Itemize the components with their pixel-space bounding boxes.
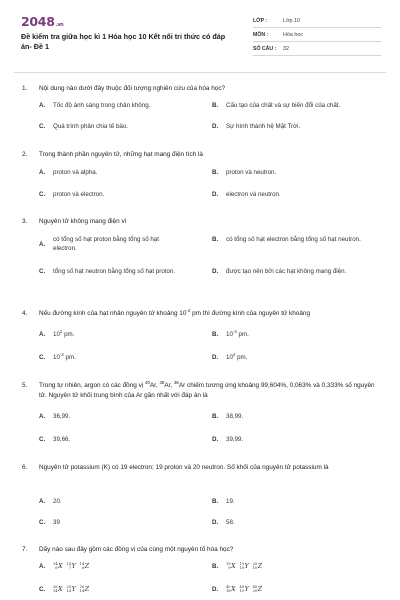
option-a[interactable]: A. 20.	[39, 498, 62, 505]
meta-value: 32	[283, 45, 289, 52]
option-a[interactable]: A. Tốc độ ánh sáng trong chân không.	[39, 102, 151, 109]
isotope-list	[53, 585, 183, 594]
option-c[interactable]: C. 39	[39, 519, 60, 526]
isotope-symbol: 19 9X	[226, 561, 236, 570]
option-b[interactable]: B. có tổng số hạt electron bằng tổng số hạt neutron.	[212, 236, 361, 243]
page-header	[0, 0, 400, 72]
question-stem: 3. Nguyên tử không mang điện vì	[22, 218, 127, 225]
header-divider	[14, 72, 386, 73]
option-d[interactable]: D. electron và neutron.	[212, 191, 281, 198]
question-stem: 5. Trong tự nhiên, argon có các đồng vị $^{40}$Ar, $^{38}$Ar, $^{36}$Ar chiếm tương ứng khoảng 99,604%, 0,063% và 0,333% số nguyên tử. Nguyên tử khối trung bình của Ar gần nhất với đáp án là	[22, 379, 375, 399]
question-stem: 7. Dãy nào sau đây gồm các đồng vị của cùng một nguyên tố hóa học?	[22, 546, 234, 553]
question-6	[22, 463, 382, 526]
option-d[interactable]: D. 58.	[212, 519, 235, 526]
isotope-symbol: 40 18X	[226, 584, 236, 593]
question-3	[22, 217, 382, 275]
question-stem: 2. Trong thành phần nguyên tử, những hạt mang điện tích là	[22, 151, 203, 158]
isotope-symbol: 14 6X	[53, 561, 63, 570]
isotope-symbol: 20 10Z	[252, 561, 263, 570]
option-b[interactable]: B. 38,99.	[212, 413, 244, 420]
option-a[interactable]: A. proton và alpha.	[39, 169, 98, 176]
option-a[interactable]: A. $10^2$ pm.	[39, 328, 75, 338]
meta-row-class	[253, 14, 381, 28]
option-d[interactable]: D. được tạo nên bởi các hạt không mang điện.	[212, 268, 347, 275]
site-logo[interactable]: 2048.vn	[21, 14, 64, 29]
option-c[interactable]: C. tổng số hạt neutron bằng tổng số hạt proton.	[39, 268, 176, 275]
isotope-symbol: 40 19Y	[239, 584, 249, 593]
option-a[interactable]: A. có tổng số hạt proton bằng tổng số hạt electron.	[39, 236, 159, 253]
option-d[interactable]: D. Sự hình thành hệ Mặt Trời.	[212, 123, 301, 130]
exam-meta	[253, 14, 381, 56]
question-stem: 6. Nguyên tử potassium (K) có 19 electron; 19 proton và 20 neutron. Số khối của nguyên tử potassium là	[22, 464, 329, 471]
isotope-symbol: 30 14Z	[79, 584, 90, 593]
option-b[interactable]: B. 19 9X 19 10Y 20 10Z	[212, 562, 356, 571]
option-d[interactable]: D. $10^4$ pm.	[212, 351, 248, 361]
page-title: Đề kiểm tra giữa học kì 1 Hóa học 10 Kết nối tri thức có đáp án- Đề 1	[21, 32, 226, 51]
isotope-symbol: 29 14Y	[66, 584, 76, 593]
question-stem: 4. Nếu đường kính của hạt nhân nguyên tử khoảng $10^{-2}$ pm thì đường kính của nguyên tử khoảng	[22, 307, 311, 317]
option-c[interactable]: C. Quá trình phân chia tế bào.	[39, 123, 128, 130]
isotope-symbol: 40 20Z	[252, 584, 263, 593]
isotope-symbol: 14 7Y	[66, 561, 76, 570]
isotope-list	[53, 562, 183, 571]
isotope-symbol: 28 14X	[53, 584, 63, 593]
isotope-list	[226, 585, 356, 594]
meta-key: LỚP :	[253, 17, 268, 24]
option-b[interactable]: B. $10^{-4}$ pm.	[212, 328, 249, 338]
option-b[interactable]: B. 19.	[212, 498, 235, 505]
option-a[interactable]: A. 36,99.	[39, 413, 71, 420]
isotope-list	[226, 562, 356, 571]
option-c[interactable]: C. proton và electron.	[39, 191, 105, 198]
option-a[interactable]: A. 14 6X 14 7Y 14 8Z	[39, 562, 183, 571]
question-7	[22, 545, 382, 593]
meta-key: SỐ CÂU :	[253, 45, 277, 52]
meta-row-subject	[253, 28, 381, 42]
option-c[interactable]: C. 39,66.	[39, 436, 71, 443]
meta-value: Lớp 10	[283, 17, 301, 24]
question-1	[22, 84, 382, 130]
option-c[interactable]: C. 28 14X 29 14Y 30 14Z	[39, 585, 183, 594]
option-d[interactable]: D. 39,99.	[212, 436, 244, 443]
option-d[interactable]: D. 40 18X 40 19Y 40 20Z	[212, 585, 356, 594]
meta-row-count	[253, 42, 381, 56]
option-c[interactable]: C. $10^{-2}$ pm.	[39, 351, 76, 361]
option-b[interactable]: B. Cấu tạo của chất và sự biến đổi của chất.	[212, 102, 341, 109]
isotope-symbol: 19 10Y	[239, 561, 249, 570]
option-b[interactable]: B. proton và neutron.	[212, 169, 277, 176]
meta-value: Hóa học	[283, 31, 304, 38]
question-2	[22, 150, 382, 198]
isotope-symbol: 14 8Z	[79, 561, 90, 570]
question-4	[22, 307, 382, 361]
question-stem: 1. Nội dung nào dưới đây thuộc đối tượng nghiên cứu của hóa học?	[22, 85, 226, 92]
meta-key: MÔN :	[253, 31, 269, 38]
question-5	[22, 379, 382, 443]
